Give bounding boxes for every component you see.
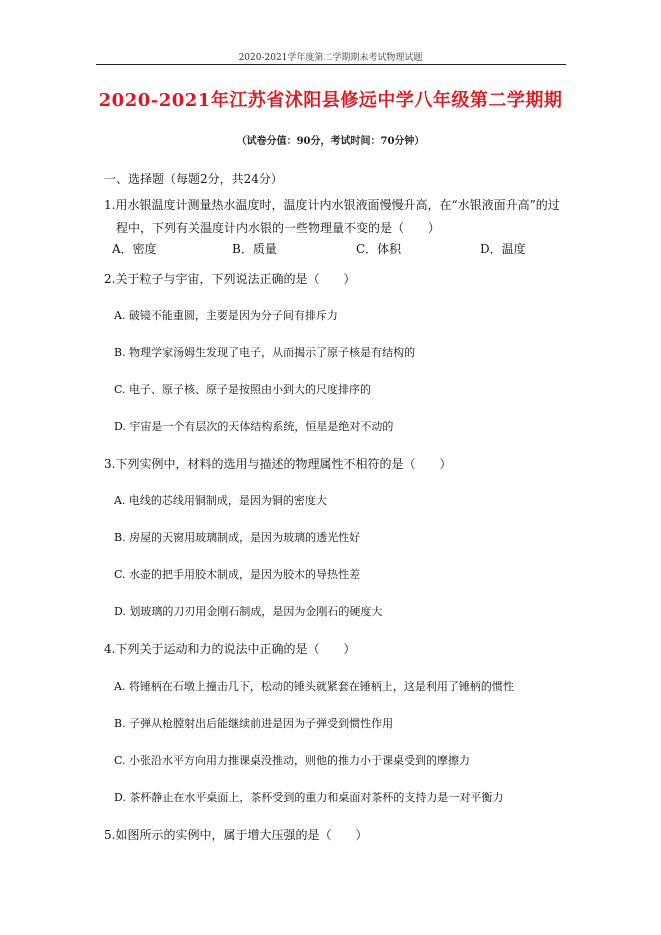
option-b: B．质量: [232, 242, 277, 256]
header-rule: [96, 64, 566, 65]
question-2-option-a: A. 破镜不能重圆，主要是因为分子间有排斥力: [114, 309, 338, 322]
question-3-option-b: B. 房屋的天窗用玻璃制成，是因为玻璃的透光性好: [114, 531, 361, 544]
option-d: D．温度: [480, 242, 526, 256]
question-4-option-d: D. 茶杯静止在水平桌面上，茶杯受到的重力和桌面对茶杯的支持力是一对平衡力: [114, 791, 504, 804]
exam-subtitle: （试卷分值：90分，考试时间：70分钟）: [236, 136, 425, 147]
question-3-option-c: C. 水壶的把手用胶木制成，是因为胶木的导热性差: [114, 568, 361, 581]
question-1-stem: 1.用水银温度计测量热水温度时，温度计内水银液面慢慢升高，在“水银液面升高”的过: [104, 198, 560, 212]
section-heading: 一、选择题（每题2分，共24分）: [104, 172, 283, 186]
question-1-options: [112, 240, 572, 258]
question-2-option-b: B. 物理学家汤姆生发现了电子，从而揭示了原子核是有结构的: [114, 346, 416, 359]
question-5-stem: 5.如图所示的实例中，属于增大压强的是（ ）: [104, 828, 368, 842]
question-2-option-d: D. 宇宙是一个有层次的天体结构系统，恒星是绝对不动的: [114, 420, 394, 433]
question-3-stem: 3.下列实例中，材料的选用与描述的物理属性不相符的是（ ）: [104, 457, 452, 471]
question-4-stem: 4.下列关于运动和力的说法中正确的是（ ）: [104, 642, 356, 656]
page-header: 2020-2021学年度第二学期期末考试物理试题: [238, 53, 423, 63]
question-3-option-d: D. 划玻璃的刀刃用金刚石制成，是因为金刚石的硬度大: [114, 605, 383, 618]
question-4-option-a: A. 将锤柄在石墩上撞击几下，松动的锤头就紧套在锤柄上，这是利用了锤柄的惯性: [114, 680, 514, 693]
option-a: A．密度: [112, 242, 157, 256]
option-c: C．体积: [356, 242, 402, 256]
question-2-option-c: C. 电子、原子核、原子是按照由小到大的尺度排序的: [114, 383, 372, 396]
exam-title: 2020-2021年江苏省沭阳县修远中学八年级第二学期期: [98, 90, 563, 111]
question-1-stem-cont: 程中，下列有关温度计内水银的一些物理量不变的是（ ）: [116, 221, 441, 235]
question-2-stem: 2.关于粒子与宇宙，下列说法正确的是（ ）: [104, 272, 356, 286]
question-4-option-b: B. 子弹从枪膛射出后能继续前进是因为子弹受到惯性作用: [114, 717, 394, 730]
question-4-option-c: C. 小张沿水平方向用力推课桌没推动，则他的推力小于课桌受到的摩擦力: [114, 754, 471, 767]
question-3-option-a: A. 电线的芯线用铜制成，是因为铜的密度大: [114, 494, 327, 507]
